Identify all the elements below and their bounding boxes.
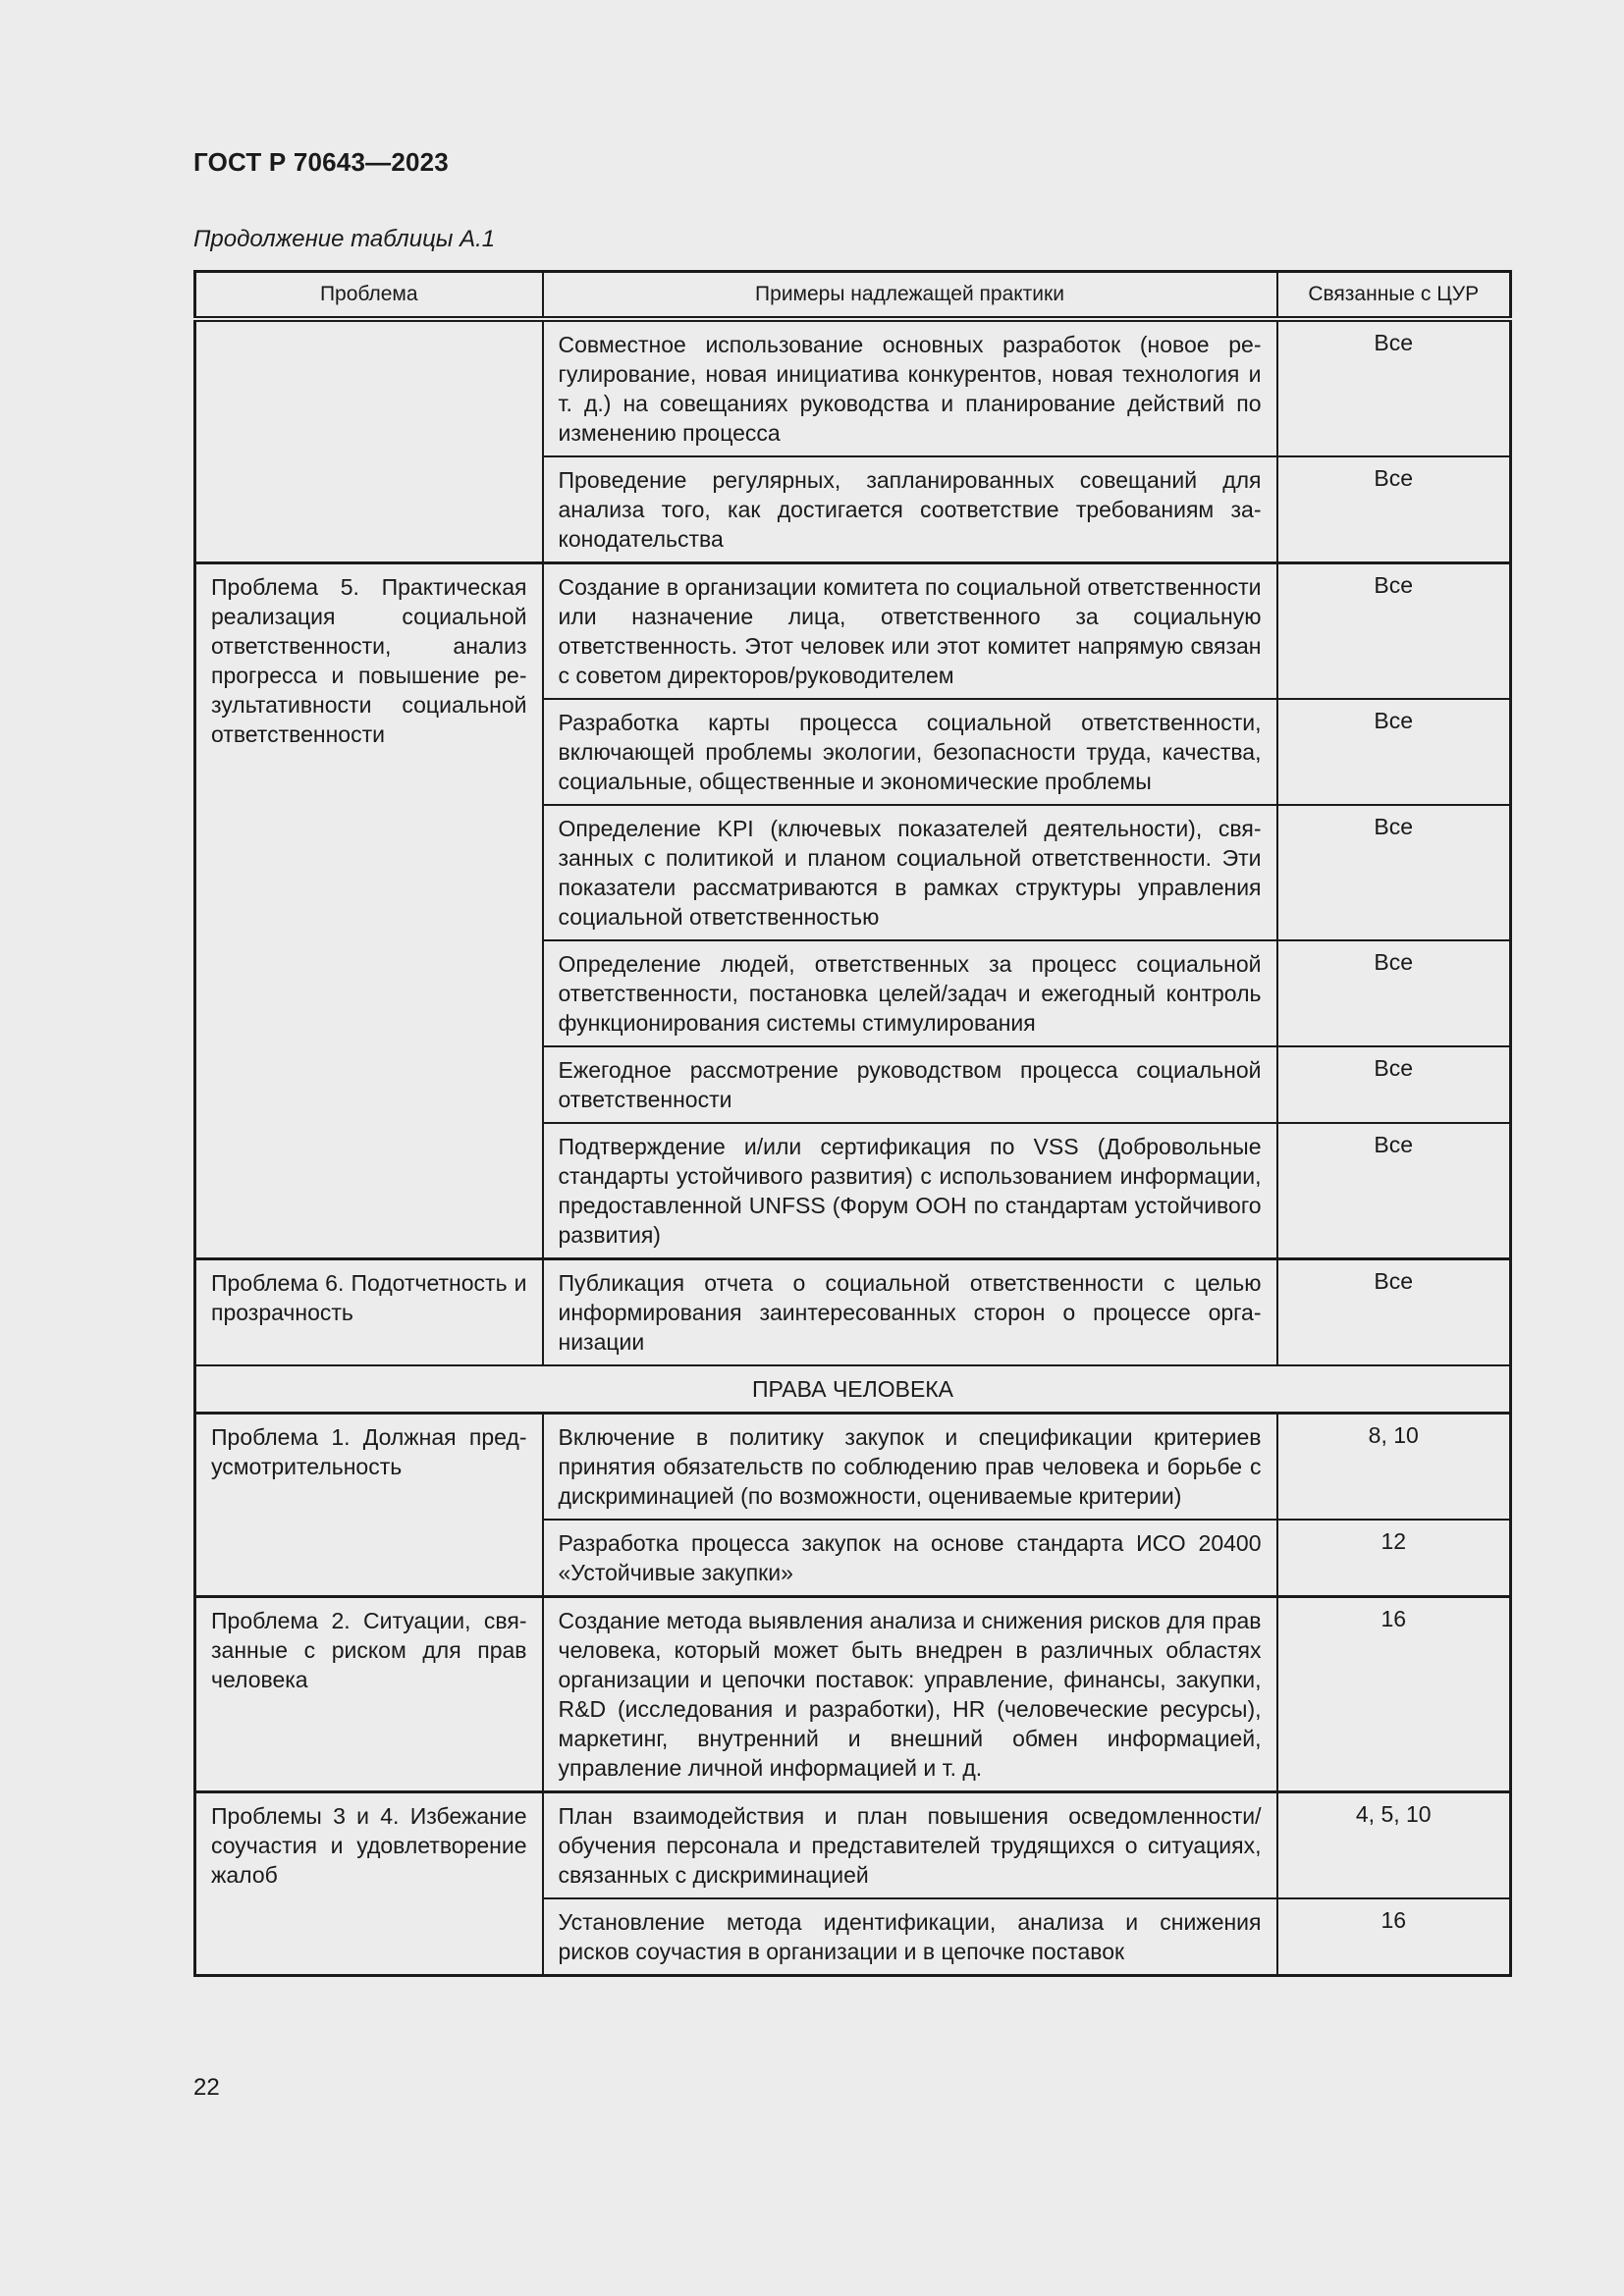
sdg-cell: Все: [1277, 805, 1511, 940]
section-title-human-rights: ПРАВА ЧЕЛОВЕКА: [195, 1365, 1511, 1414]
table-caption: Продолжение таблицы А.1: [193, 226, 496, 252]
table-row: [195, 1414, 1511, 1521]
table-row: [195, 1259, 1511, 1366]
column-header-problem: Проблема: [195, 272, 543, 320]
practice-cell: Совместное использование основных разработок (новое регулирование, новая инициатива конкурентов, новая технология и т. д.) на совещаниях руководства и планирование действий по изменению процесса: [543, 319, 1277, 456]
table-row: [195, 1792, 1511, 1899]
sdg-cell: Все: [1277, 699, 1511, 805]
practice-cell: Ежегодное рассмотрение руководством процесса социальной ответственности: [543, 1046, 1277, 1123]
problem-cell: [195, 319, 543, 563]
problem-cell: Проблемы 3 и 4. Избежание соучастия и удовлетворение жалоб: [195, 1792, 543, 1976]
practice-cell: Проведение регулярных, запланированных совещаний для анализа того, как достигается соответствие требованиям законодательства: [543, 456, 1277, 563]
table-row: [195, 563, 1511, 700]
practice-cell: Подтверждение и/или сертификация по VSS (Добровольные стандарты устойчивого развития) с использованием информации, предоставленной UNFSS (Форум ООН по стандартам устойчивого развития): [543, 1123, 1277, 1259]
problem-cell: Проблема 2. Ситуации, связанные с риском для прав человека: [195, 1597, 543, 1792]
sdg-cell: 8, 10: [1277, 1414, 1511, 1521]
practice-cell: Создание в организации комитета по социальной ответственности или назначение лица, ответственного за социальную ответственность. Этот человек или этот комитет напрямую связан с советом директоров/руководителем: [543, 563, 1277, 700]
practice-cell: Разработка карты процесса социальной ответственности, включающей проблемы экологии, безопасности труда, качества, социальные, общественные и экономические проблемы: [543, 699, 1277, 805]
sdg-cell: Все: [1277, 1046, 1511, 1123]
page-number: 22: [193, 2074, 220, 2101]
practice-cell: Создание метода выявления анализа и снижения рисков для прав человека, который может быть внедрен в различных областях организации и цепочки поставок: управление, финансы, закупки, R&D (исследования и разработки), HR (человеческие ресурсы), маркетинг, внутренний и внешний обмен информацией, управление личной информацией и т. д.: [543, 1597, 1277, 1792]
practices-table: [193, 270, 1512, 1977]
document-standard-code: ГОСТ Р 70643—2023: [193, 147, 449, 177]
sdg-cell: Все: [1277, 563, 1511, 700]
sdg-cell: Все: [1277, 456, 1511, 563]
practice-cell: Публикация отчета о социальной ответственности с целью информирования заинтересованных сторон о процессе организации: [543, 1259, 1277, 1366]
table-row: [195, 319, 1511, 456]
sdg-cell: Все: [1277, 1123, 1511, 1259]
problem-cell: Проблема 1. Должная предусмотрительность: [195, 1414, 543, 1597]
practice-cell: Включение в политику закупок и спецификации критериев принятия обязательств по соблюдению прав человека и борьбе с дискриминацией (по возможности, оцениваемые критерии): [543, 1414, 1277, 1521]
practice-cell: Установление метода идентификации, анализа и снижения рисков соучастия в организации и в цепочке поставок: [543, 1898, 1277, 1976]
sdg-cell: 16: [1277, 1597, 1511, 1792]
column-header-sdg: Связанные с ЦУР: [1277, 272, 1511, 320]
sdg-cell: 16: [1277, 1898, 1511, 1976]
practice-cell: Определение людей, ответственных за процесс социальной ответственности, постановка целей/задач и ежегодный контроль функционирования системы стимулирования: [543, 940, 1277, 1046]
column-header-practice: Примеры надлежащей практики: [543, 272, 1277, 320]
practice-cell: План взаимодействия и план повышения осведомленности/ обучения персонала и представителей трудящихся о ситуациях, связанных с дискриминацией: [543, 1792, 1277, 1899]
sdg-cell: Все: [1277, 319, 1511, 456]
sdg-cell: 4, 5, 10: [1277, 1792, 1511, 1899]
table-row: [195, 1597, 1511, 1792]
problem-cell: Проблема 6. Подотчетность и прозрачность: [195, 1259, 543, 1366]
sdg-cell: 12: [1277, 1520, 1511, 1597]
practice-cell: Разработка процесса закупок на основе стандарта ИСО 20400 «Устойчивые закупки»: [543, 1520, 1277, 1597]
practice-cell: Определение KPI (ключевых показателей деятельности), связанных с политикой и планом социальной ответственности. Эти показатели рассматриваются в рамках структуры управления социальной ответственностью: [543, 805, 1277, 940]
table-header-row: [195, 272, 1511, 320]
sdg-cell: Все: [1277, 940, 1511, 1046]
problem-cell: Проблема 5. Практическая реализация социальной ответственности, анализ прогресса и повышение результативности социальной ответственности: [195, 563, 543, 1259]
sdg-cell: Все: [1277, 1259, 1511, 1366]
section-row: [195, 1365, 1511, 1414]
